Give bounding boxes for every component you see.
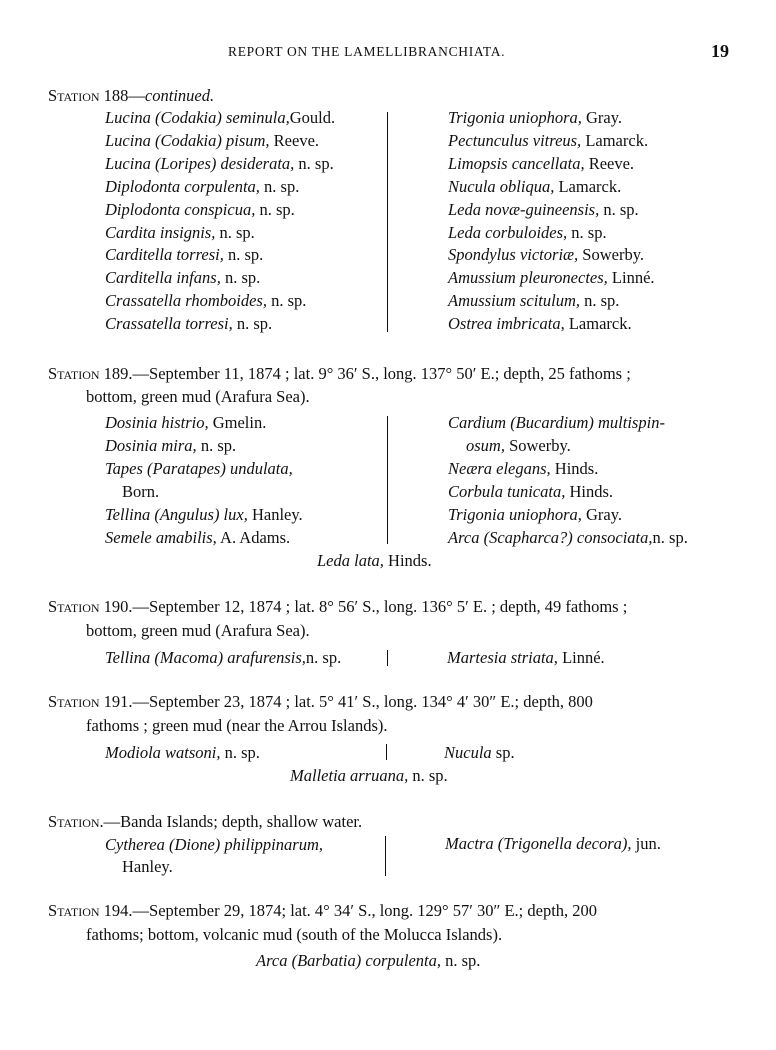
species-entry: Neæra elegans, Hinds. (448, 458, 599, 478)
species-entry: Born. (122, 481, 160, 501)
species-entry: Tapes (Paratapes) undulata, (105, 458, 293, 478)
page-header (0, 41, 776, 68)
station-heading: Station 189.—September 11, 1874 ; lat. 9° 36′ S., long. 137° 50′ E.; depth, 25 fathoms ; (48, 364, 631, 383)
species-centered: Malletia arruana, n. sp. (290, 766, 448, 785)
species-entry: Amussium pleuronectes, Linné. (448, 268, 655, 288)
column-divider (385, 836, 386, 876)
species-entry: Carditella infans, n. sp. (105, 268, 261, 288)
species-entry: Dosinia mira, n. sp. (105, 435, 237, 455)
column-divider (387, 416, 388, 544)
station-heading: Station 194.—September 29, 1874; lat. 4° 34′ S., long. 129° 57′ 30″ E.; depth, 200 (48, 901, 598, 920)
species-entry: Amussium scitulum, n. sp. (448, 291, 620, 311)
station-heading: Station 188—continued. (48, 86, 215, 105)
species-entry: Arca (Scapharca?) consociata,n. sp. (448, 527, 688, 547)
species-entry: Modiola watsoni, n. sp. (105, 743, 260, 762)
species-entry: Cardita insignis, n. sp. (105, 222, 255, 242)
column-divider (387, 112, 388, 332)
species-entry: Lucina (Codakia) seminula,Gould. (105, 108, 336, 127)
column-divider (386, 744, 387, 760)
species-entry: Cytherea (Dione) philippinarum, (105, 835, 323, 854)
species-entry: Trigonia uniophora, Gray. (448, 504, 623, 524)
species-entry: Leda corbuloides, n. sp. (448, 222, 607, 242)
species-entry: Corbula tunicata, Hinds. (448, 481, 614, 501)
page-number: 19 (711, 41, 729, 61)
species-entry: Nucula obliqua, Lamarck. (448, 176, 622, 196)
species-entry: Diplodonta conspicua, n. sp. (105, 199, 295, 219)
species-entry: Nucula sp. (444, 743, 515, 762)
species-entry: Diplodonta corpulenta, n. sp. (105, 176, 300, 196)
species-authority: Hanley. (122, 857, 173, 876)
station-details: bottom, green mud (Arafura Sea). (86, 387, 310, 406)
species-entry: Tellina (Angulus) lux, Hanley. (105, 504, 303, 524)
species-entry: Trigonia uniophora, Gray. (448, 108, 623, 127)
species-centered: Leda lata, Hinds. (317, 551, 432, 570)
species-centered: Arca (Barbatia) corpulenta, n. sp. (256, 951, 481, 970)
species-entry: osum, Sowerby. (466, 435, 571, 455)
species-entry: Crassatella torresi, n. sp. (105, 314, 273, 334)
running-title: REPORT ON THE LAMELLIBRANCHIATA. (228, 44, 506, 59)
species-entry: Mactra (Trigonella decora), jun. (445, 834, 661, 853)
station-heading: Station.—Banda Islands; depth, shallow water. (48, 812, 363, 831)
species-entry: Leda novæ-guineensis, n. sp. (448, 199, 639, 219)
species-entry: Lucina (Codakia) pisum, Reeve. (105, 130, 320, 150)
species-entry: Cardium (Bucardium) multispin- (448, 413, 665, 432)
species-entry: Tellina (Macoma) arafurensis,n. sp. (105, 648, 342, 667)
species-entry: Spondylus victoriæ, Sowerby. (448, 245, 644, 265)
station-details: fathoms; bottom, volcanic mud (south of the Molucca Islands). (86, 925, 503, 944)
species-entry: Pectunculus vitreus, Lamarck. (448, 130, 649, 150)
species-entry: Lucina (Loripes) desiderata, n. sp. (105, 153, 334, 173)
station-heading: Station 190.—September 12, 1874 ; lat. 8° 56′ S., long. 136° 5′ E. ; depth, 49 fathoms ; (48, 597, 628, 616)
species-entry: Semele amabilis, A. Adams. (105, 527, 291, 547)
station-details: fathoms ; green mud (near the Arrou Islands). (86, 716, 388, 735)
species-entry: Ostrea imbricata, Lamarck. (448, 314, 632, 334)
species-entry: Limopsis cancellata, Reeve. (448, 153, 635, 173)
species-entry: Crassatella rhomboides, n. sp. (105, 291, 307, 311)
species-entry: Martesia striata, Linné. (447, 648, 605, 667)
column-divider (387, 650, 388, 666)
species-entry: Dosinia histrio, Gmelin. (105, 413, 267, 432)
station-details: bottom, green mud (Arafura Sea). (86, 621, 310, 640)
species-entry: Carditella torresi, n. sp. (105, 245, 264, 265)
station-heading: Station 191.—September 23, 1874 ; lat. 5° 41′ S., long. 134° 4′ 30″ E.; depth, 800 (48, 692, 593, 711)
